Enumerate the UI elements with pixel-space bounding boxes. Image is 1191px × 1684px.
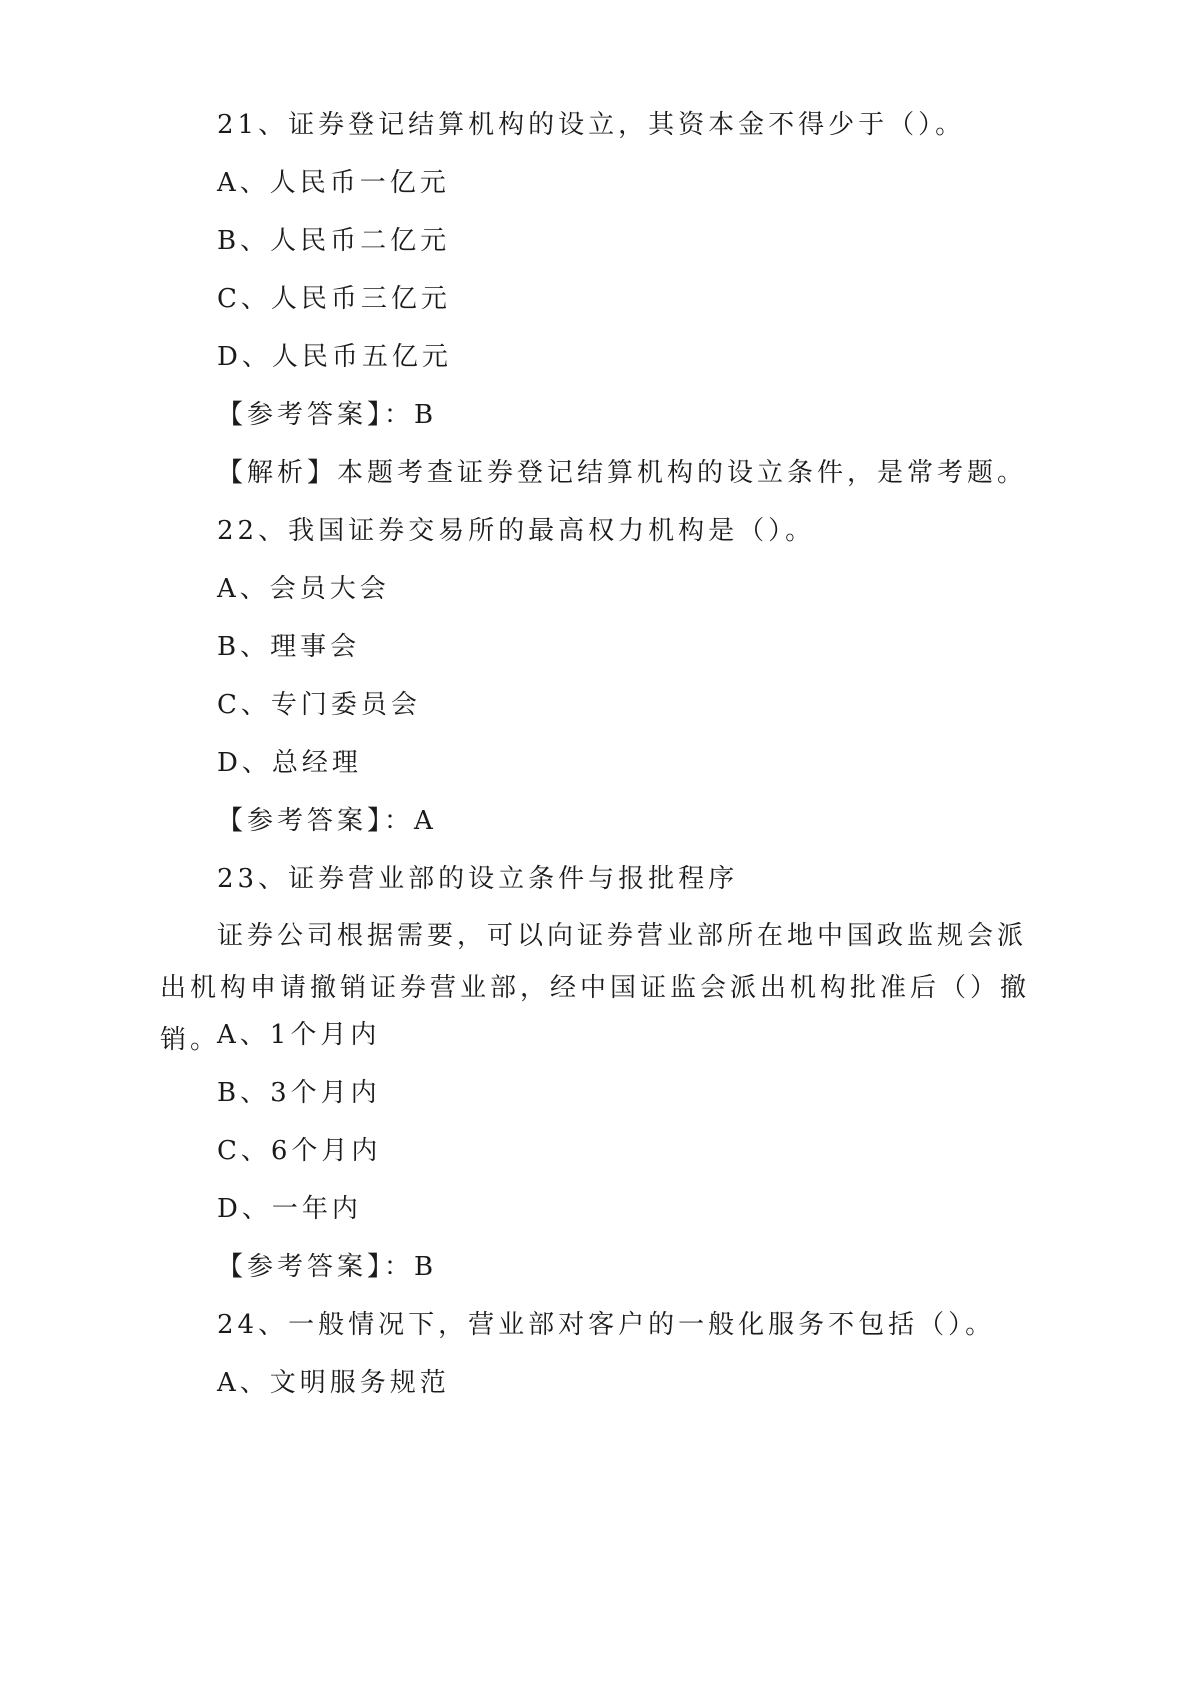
question-22-answer: 【参考答案】：A — [217, 806, 437, 836]
question-21-option-a: A、人民币一亿元 — [217, 168, 450, 198]
question-22-stem: 22、我国证券交易所的最高权力机构是（）。 — [217, 516, 816, 546]
question-24-stem: 24、一般情况下，营业部对客户的一般化服务不包括（）。 — [217, 1310, 996, 1340]
question-24-option-a: A、文明服务规范 — [217, 1368, 450, 1398]
question-23-paragraph: 证券公司根据需要，可以向证券营业部所在地中国政监规会派出机构申请撤销证券营业部，经中国证监会派出机构批准后（）撤销。 — [160, 921, 1031, 1055]
question-21-option-d: D、人民币五亿元 — [217, 342, 452, 372]
question-22-option-a: A、会员大会 — [217, 574, 390, 604]
question-23-option-d: D、一年内 — [217, 1194, 362, 1224]
question-22-option-d: D、总经理 — [217, 748, 362, 778]
question-22-option-b: B、理事会 — [217, 632, 361, 662]
question-23-option-a: A、1个月内 — [217, 1020, 381, 1050]
question-21-answer: 【参考答案】：B — [217, 400, 438, 430]
question-23-option-c: C、6个月内 — [217, 1136, 382, 1166]
question-23-answer: 【参考答案】：B — [217, 1252, 438, 1282]
question-23-option-b: B、3个月内 — [217, 1078, 381, 1108]
question-21-option-c: C、人民币三亿元 — [217, 284, 451, 314]
question-22-option-c: C、专门委员会 — [217, 690, 421, 720]
question-21-stem: 21、证券登记结算机构的设立，其资本金不得少于（）。 — [217, 110, 966, 140]
question-23-heading: 23、证券营业部的设立条件与报批程序 — [217, 864, 739, 894]
question-21-option-b: B、人民币二亿元 — [217, 226, 451, 256]
question-21-analysis: 【解析】本题考查证券登记结算机构的设立条件，是常考题。 — [217, 458, 1028, 488]
